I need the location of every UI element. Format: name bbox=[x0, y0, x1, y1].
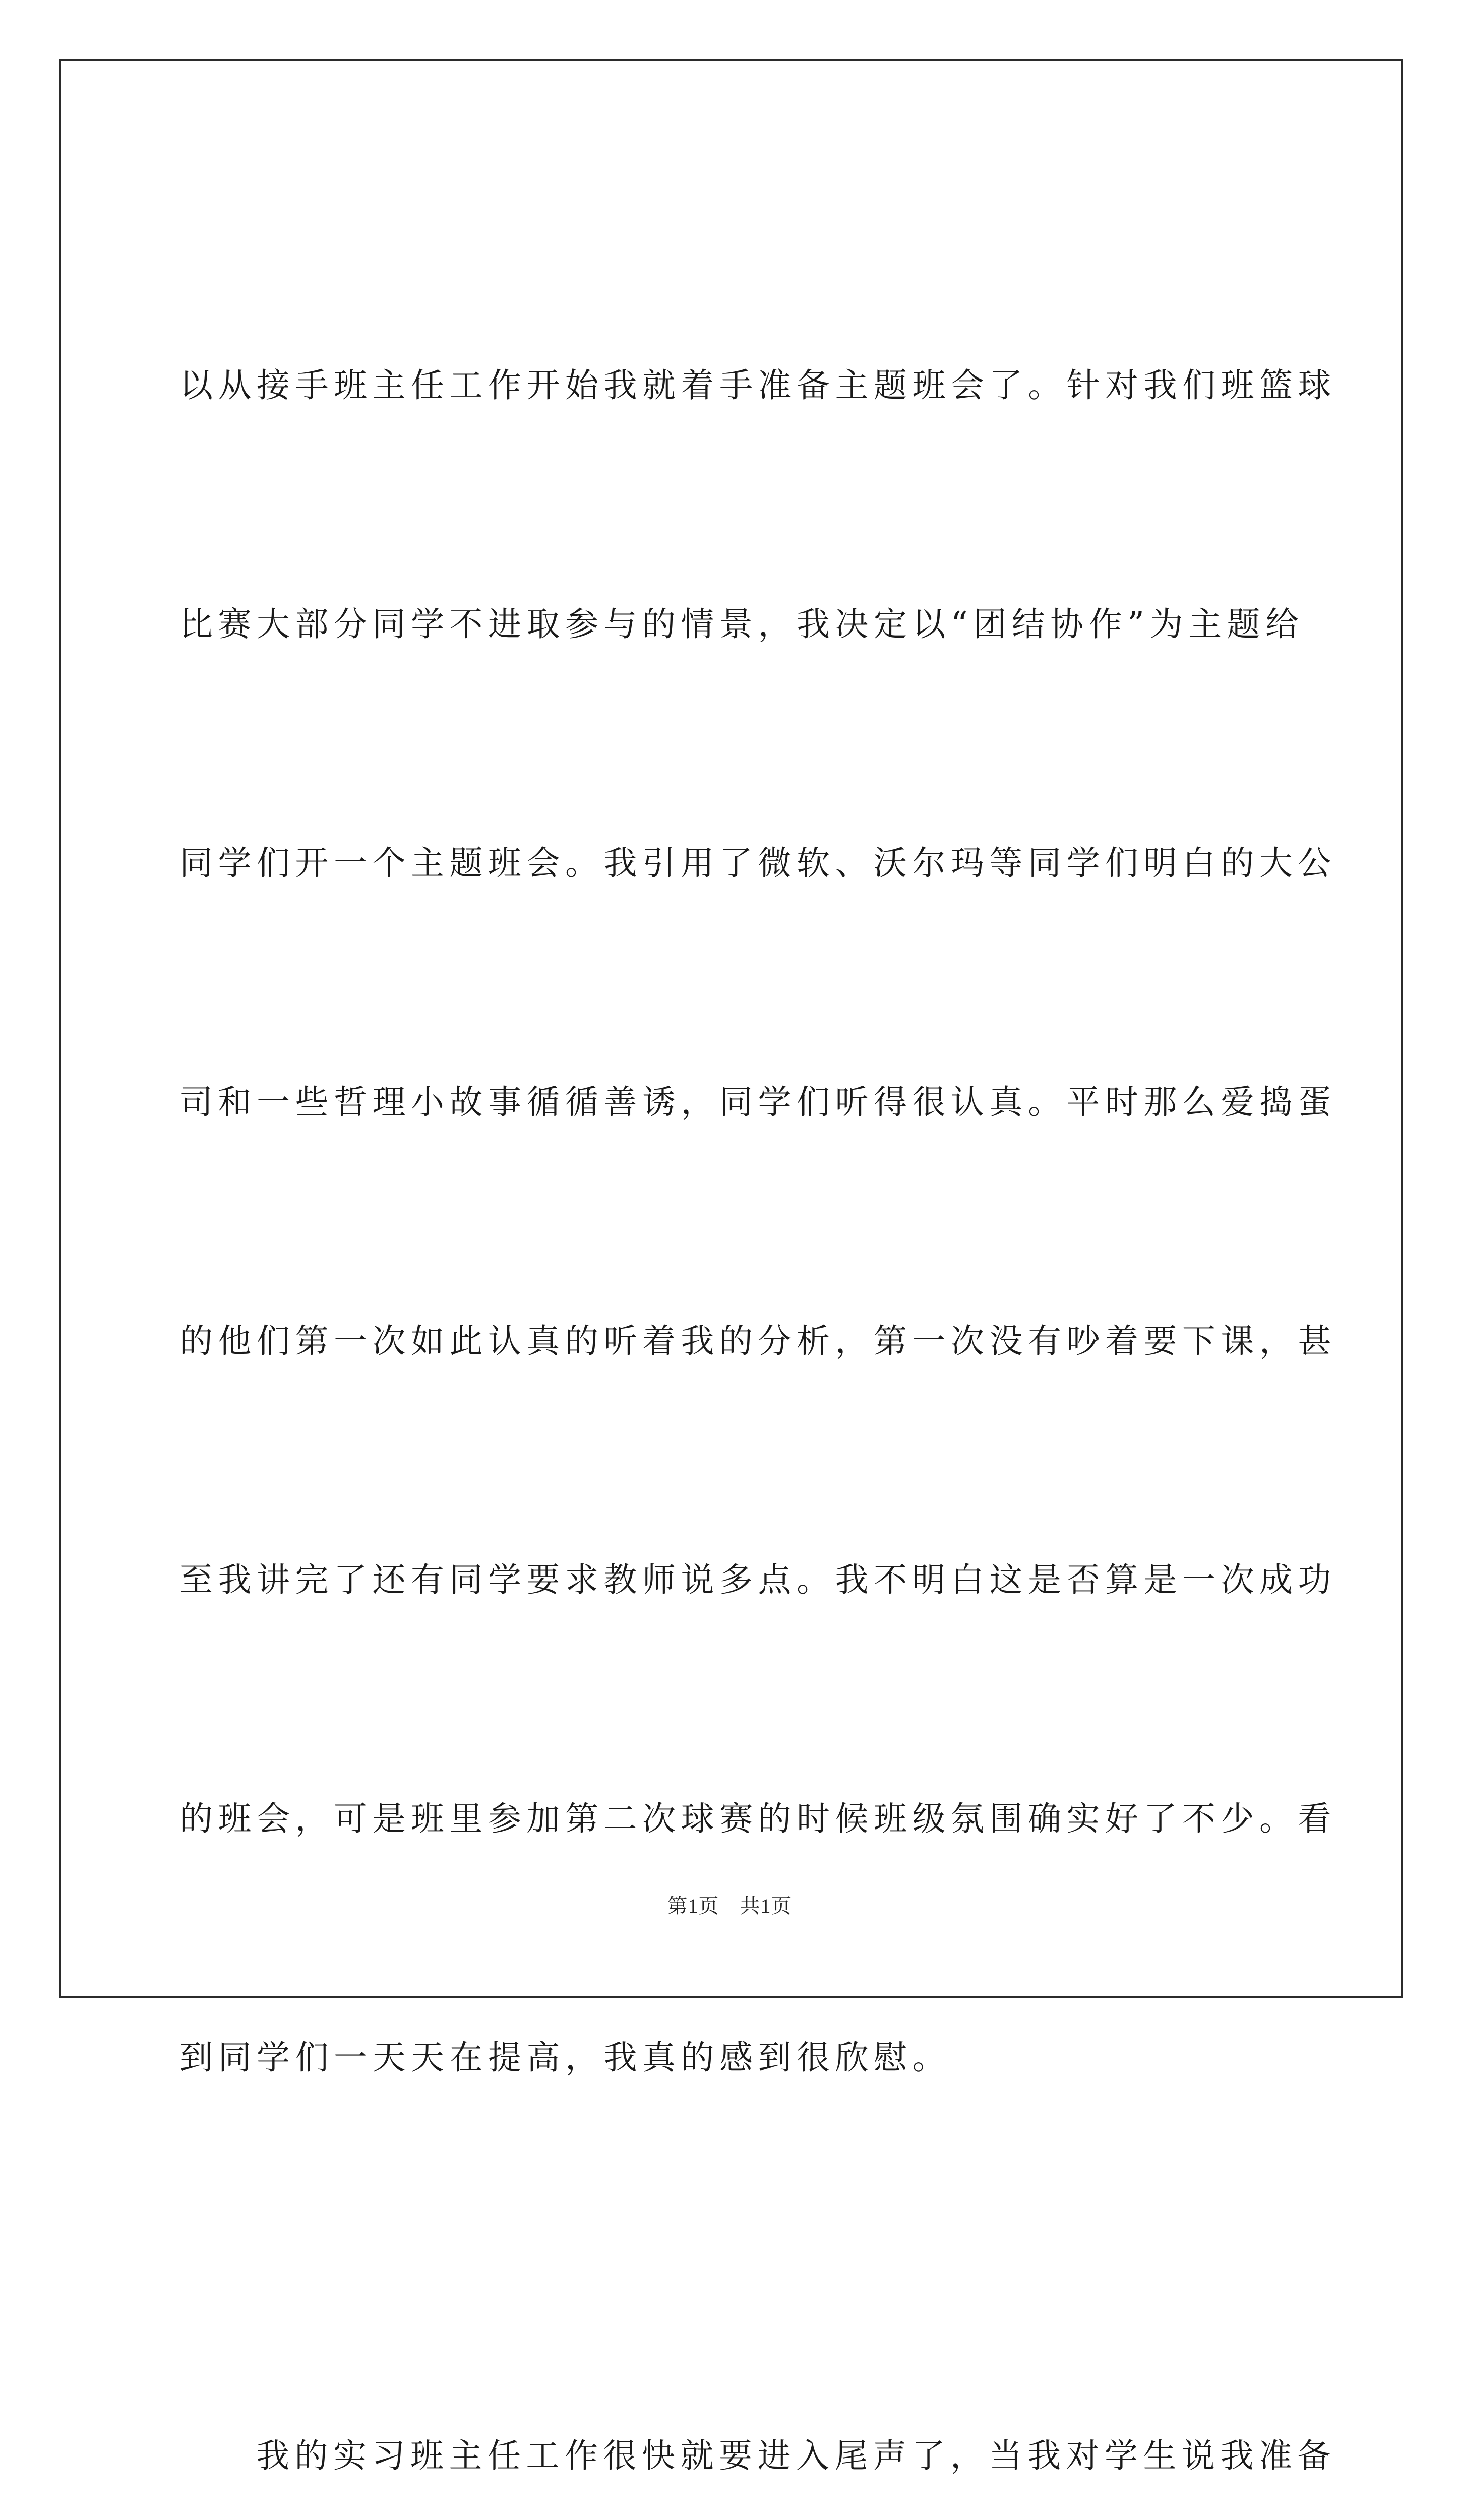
paragraph-line: 比赛大部分同学不进取参与的情景，我决定以“团结协作”为主题给 bbox=[179, 605, 1304, 644]
paragraph-line: 司和一些哲理小故事循循善诱，同学们听得很认真。平时那么爱捣蛋 bbox=[179, 1083, 1336, 1121]
document-body bbox=[179, 186, 1336, 2520]
paragraph-line: 同学们开一个主题班会。我引用了微软、沃尔玛等同学们明白的大公 bbox=[179, 844, 1336, 883]
paragraph-line: 的班会，可是班里参加第二次球赛的时候班级氛围确实好了不少。看 bbox=[179, 1799, 1336, 1838]
page-number-footer: 第1页 共1页 bbox=[667, 1895, 792, 1917]
paragraph-line: 以从接手班主任工作开始我就着手准备主题班会了。针对我们班篮球 bbox=[179, 366, 1336, 405]
paragraph-1 bbox=[179, 186, 1336, 2257]
paragraph-line: 我的实习班主任工作很快就要进入尾声了，当我对学生说我准备 bbox=[256, 2436, 1336, 2475]
paragraph-2 bbox=[179, 2257, 1336, 2520]
paragraph-line: 的他们第一次如此认真的听着我的分析，第一次没有吵着要下课，甚 bbox=[179, 1321, 1336, 1360]
paragraph-line: 至我讲完了还有同学要求教师说多点。我不明白这是否算是一次成功 bbox=[179, 1560, 1336, 1599]
paragraph-line: 到同学们一天天在提高，我真的感到很欣慰。 bbox=[179, 2038, 951, 2077]
